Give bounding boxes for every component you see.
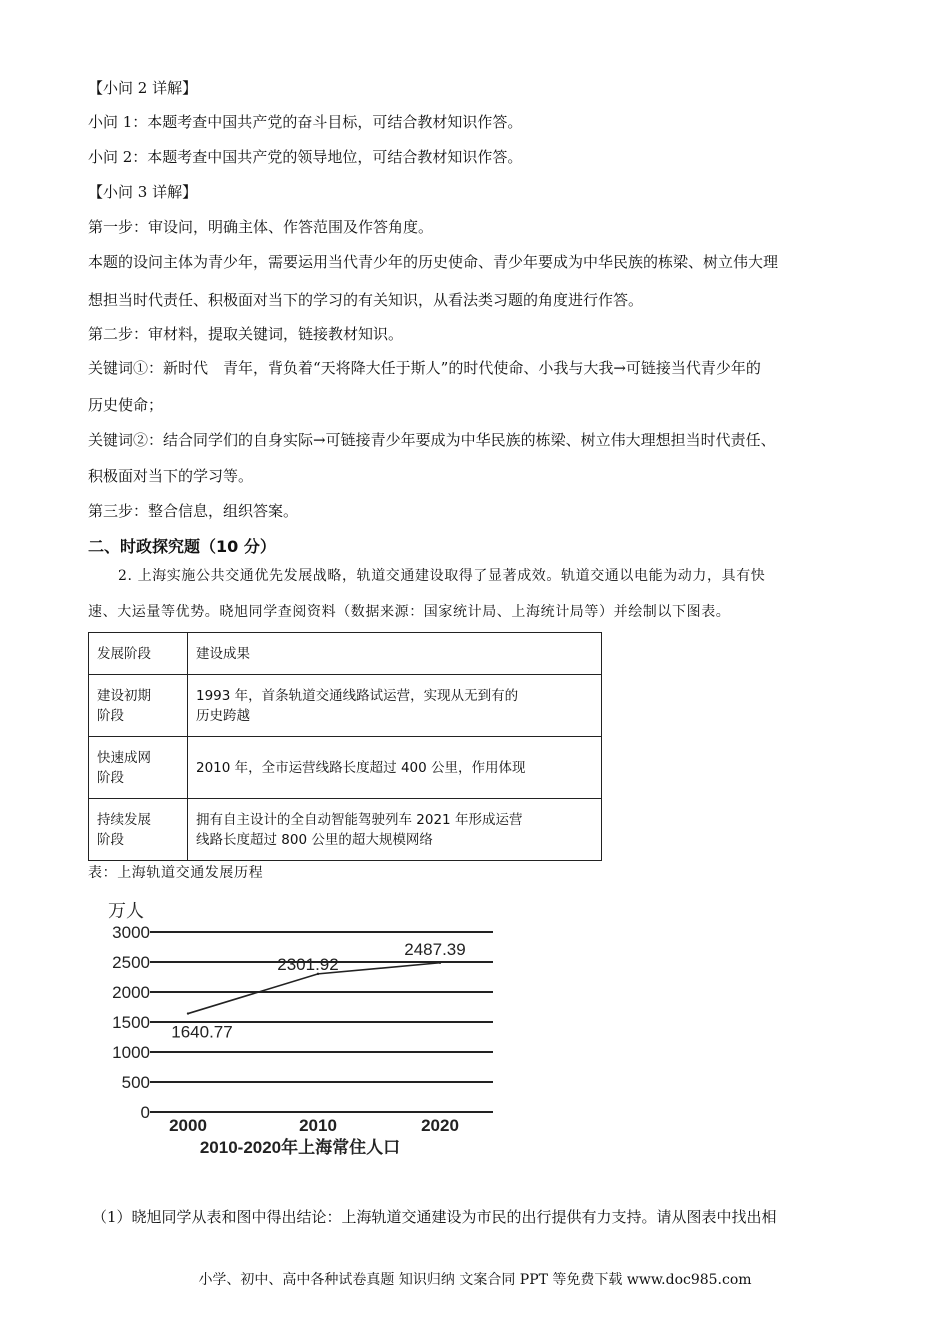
text-line: 小问 2：本题考查中国共产党的领导地位，可结合教材知识作答。 — [88, 148, 523, 166]
text-line: 小问 1：本题考查中国共产党的奋斗目标，可结合教材知识作答。 — [88, 113, 523, 131]
data-label: 2301.92 — [277, 954, 339, 974]
development-table — [88, 632, 602, 861]
table-row — [89, 737, 602, 799]
y-tick-label: 1000 — [112, 1043, 150, 1062]
text-line: 第二步：审材料，提取关键词，链接教材知识。 — [88, 325, 404, 343]
question-text: 速、大运量等优势。晓旭同学查阅资料（数据来源：国家统计局、上海统计局等）并绘制以下图表。 — [88, 604, 731, 620]
y-tick-label: 0 — [140, 1103, 150, 1122]
text-line: 关键词①：新时代 青年，背负着“天将降大任于斯人”的时代使命、小我与大我→可链接当代青少年的 — [88, 359, 761, 377]
table-cell-stage: 建设初期 阶段 — [89, 675, 188, 737]
population-line-chart — [88, 897, 508, 1162]
text-line: 历史使命； — [88, 396, 164, 414]
table-header-cell: 发展阶段 — [89, 633, 188, 675]
subheading-q3-detail: 【小问 3 详解】 — [88, 183, 198, 201]
table-header-row — [89, 633, 602, 675]
table-row — [89, 675, 602, 737]
page-footer: 小学、初中、高中各种试卷真题 知识归纳 文案合同 PPT 等免费下载 www.doc985.com — [198, 1272, 752, 1288]
table-row — [89, 799, 602, 861]
y-tick-label: 2000 — [112, 983, 150, 1002]
table-header-cell: 建设成果 — [188, 633, 602, 675]
data-label: 1640.77 — [171, 1022, 233, 1042]
y-tick-label: 2500 — [112, 953, 150, 972]
table-cell-stage: 持续发展 阶段 — [89, 799, 188, 861]
subheading-q2-detail: 【小问 2 详解】 — [88, 79, 198, 97]
data-label: 2487.39 — [404, 939, 466, 959]
x-tick-label: 2020 — [421, 1116, 459, 1135]
table-cell-result: 1993 年，首条轨道交通线路试运营，实现从无到有的 历史跨越 — [188, 675, 602, 737]
text-line: 第一步：审设问，明确主体、作答范围及作答角度。 — [88, 218, 434, 236]
text-line: 本题的设问主体为青少年，需要运用当代青少年的历史使命、青少年要成为中华民族的栋梁、树立伟大理 — [88, 253, 779, 271]
text-line: 第三步：整合信息，组织答案。 — [88, 502, 299, 520]
table-cell-result: 拥有自主设计的全自动智能驾驶列车 2021 年形成运营 线路长度超过 800 公里的超大规模网络 — [188, 799, 602, 861]
section-title: 二、时政探究题（10 分） — [88, 537, 276, 556]
table-caption: 表：上海轨道交通发展历程 — [88, 865, 264, 881]
x-tick-label: 2010 — [299, 1116, 337, 1135]
y-tick-label: 1500 — [112, 1013, 150, 1032]
y-tick-label: 500 — [121, 1073, 150, 1092]
data-point — [187, 1012, 189, 1014]
text-line: 想担当时代责任、积极面对当下的学习的有关知识，从看法类习题的角度进行作答。 — [88, 291, 644, 309]
question-text: （1）晓旭同学从表和图中得出结论：上海轨道交通建设为市民的出行提供有力支持。请从图表中找出相 — [92, 1208, 777, 1226]
x-tick-label: 2000 — [169, 1116, 207, 1135]
table-cell-result: 2010 年，全市运营线路长度超过 400 公里，作用体现 — [188, 737, 602, 799]
table-cell-stage: 快速成网 阶段 — [89, 737, 188, 799]
question-text: 2. 上海实施公共交通优先发展战略，轨道交通建设取得了显著成效。轨道交通以电能为动力，具有快 — [118, 568, 766, 584]
chart-title: 2010-2020年上海常住人口 — [199, 1138, 401, 1157]
y-axis-label: 万人 — [108, 901, 144, 921]
text-line: 积极面对当下的学习等。 — [88, 467, 254, 485]
text-line: 关键词②：结合同学们的自身实际→可链接青少年要成为中华民族的栋梁、树立伟大理想担当时代责任、 — [88, 431, 776, 449]
y-tick-label: 3000 — [112, 923, 150, 942]
data-point — [439, 962, 441, 964]
